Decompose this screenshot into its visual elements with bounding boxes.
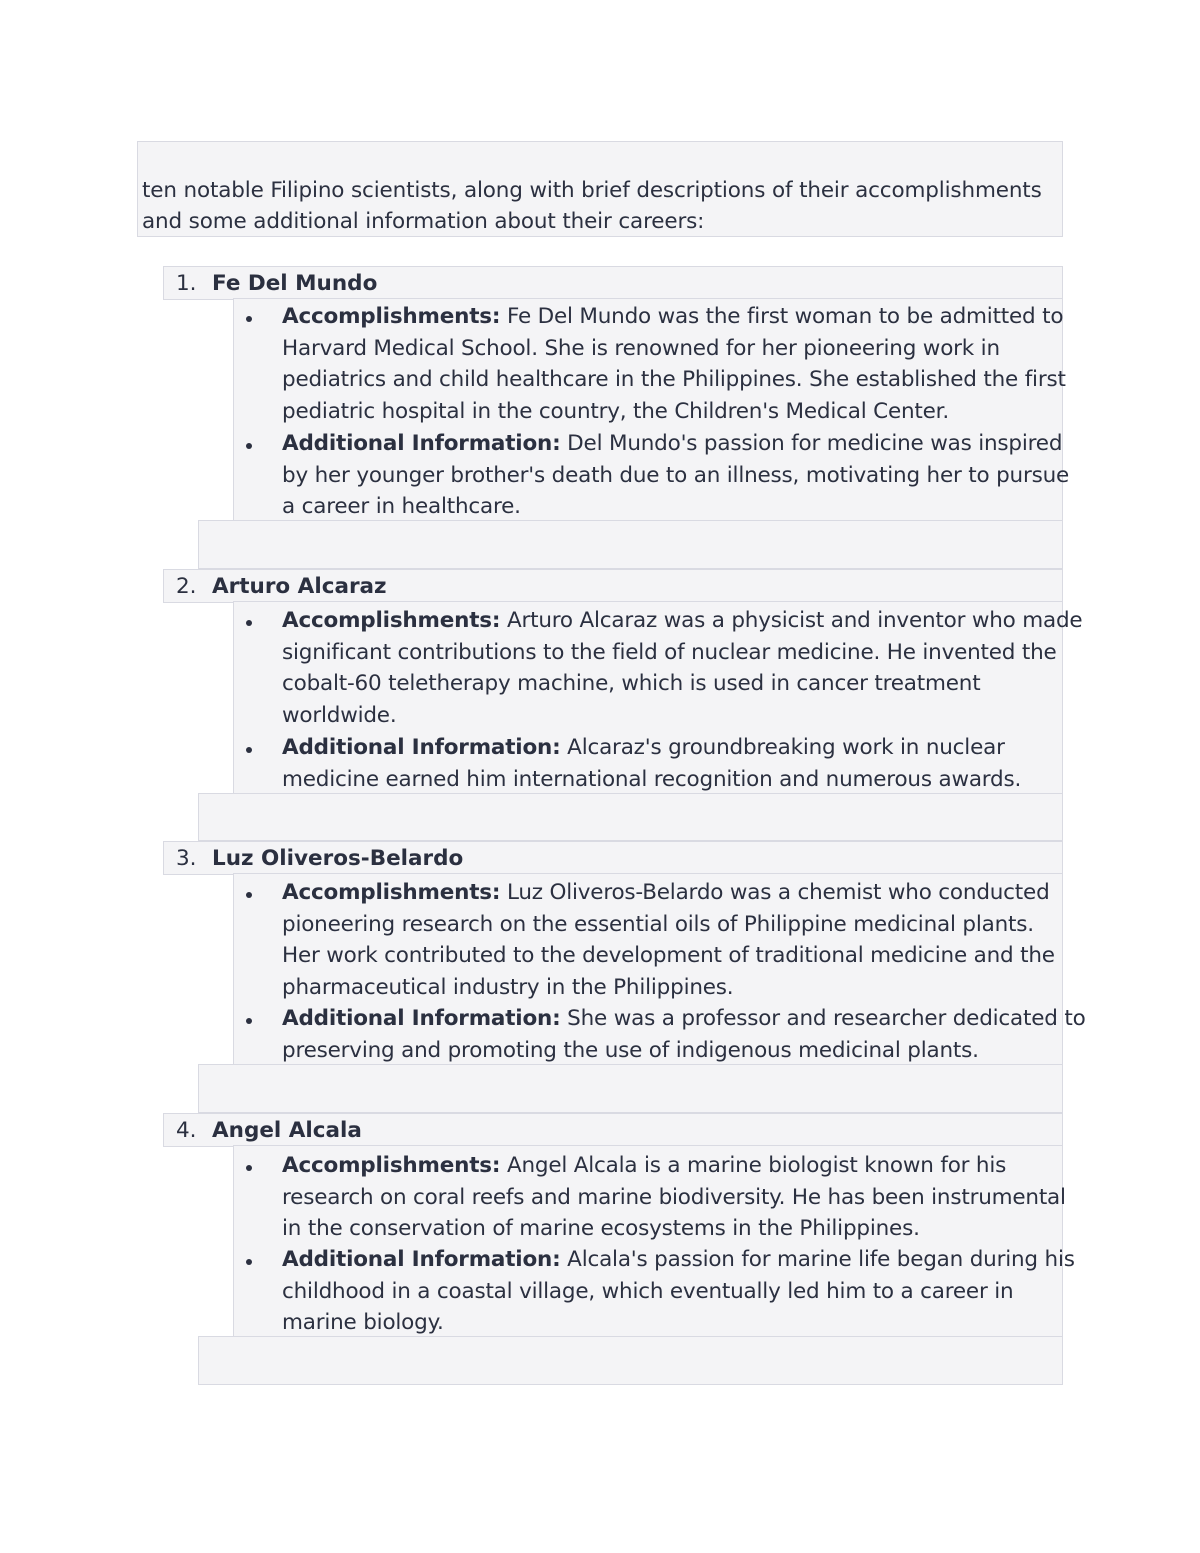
additional-info-text: a career in healthcare.	[282, 494, 521, 520]
additional-info-paragraph	[282, 1003, 1086, 1066]
additional-info-text: Alcala's passion for marine life began during his	[560, 1247, 1075, 1272]
accomplishments-paragraph	[282, 1150, 1072, 1245]
entry-name: Angel Alcala	[212, 1118, 362, 1143]
accomplishments-text: Her work contributed to the development of traditional medicine and the	[282, 943, 1055, 969]
intro-line-1: ten notable Filipino scientists, along with brief descriptions of their accomplishments	[142, 178, 1042, 203]
entry-name: Arturo Alcaraz	[212, 574, 387, 599]
bullet-icon	[246, 1018, 252, 1024]
entry-number: 3.	[176, 846, 197, 871]
accomplishments-text: significant contributions to the field of nuclear medicine. He invented the	[282, 639, 1057, 665]
accomplishments-text: Harvard Medical School. She is renowned for her pioneering work in	[282, 335, 1000, 361]
accomplishments-text: in the conservation of marine ecosystems in the Philippines.	[282, 1216, 920, 1242]
accomplishments-text: pioneering research on the essential oils of Philippine medicinal plants.	[282, 911, 1034, 937]
entry-spacer-box	[198, 1336, 1063, 1385]
accomplishments-text: research on coral reefs and marine biodiversity. He has been instrumental	[282, 1184, 1066, 1210]
bullet-icon	[246, 1165, 252, 1171]
accomplishments-text: pharmaceutical industry in the Philippines.	[282, 975, 734, 1001]
additional-info-label: Additional Information:	[282, 431, 561, 456]
accomplishments-paragraph	[282, 605, 1083, 732]
entry-name: Fe Del Mundo	[212, 271, 378, 296]
bullet-icon	[246, 892, 252, 898]
bullet-icon	[246, 443, 252, 449]
accomplishments-label: Accomplishments:	[282, 608, 501, 633]
additional-info-text: medicine earned him international recognition and numerous awards.	[282, 766, 1022, 792]
additional-info-text: marine biology.	[282, 1310, 444, 1336]
accomplishments-paragraph	[282, 301, 1072, 428]
entry-number: 4.	[176, 1118, 197, 1143]
additional-info-text: preserving and promoting the use of indigenous medicinal plants.	[282, 1037, 979, 1063]
bullet-icon	[246, 316, 252, 322]
additional-info-label: Additional Information:	[282, 1006, 561, 1031]
entry-spacer-box	[198, 793, 1063, 841]
additional-info-label: Additional Information:	[282, 735, 561, 760]
accomplishments-text: Angel Alcala is a marine biologist known for his	[500, 1153, 1007, 1178]
additional-info-text: She was a professor and researcher dedicated to	[560, 1006, 1086, 1031]
entry-spacer-box	[198, 520, 1063, 569]
additional-info-label: Additional Information:	[282, 1247, 561, 1272]
accomplishments-text: Fe Del Mundo was the first woman to be admitted to	[500, 304, 1064, 329]
accomplishments-text: Luz Oliveros-Belardo was a chemist who conducted	[500, 880, 1050, 905]
accomplishments-text: pediatric hospital in the country, the Children's Medical Center.	[282, 399, 949, 425]
intro-line-2: and some additional information about their careers:	[142, 209, 705, 234]
additional-info-text: Alcaraz's groundbreaking work in nuclear	[560, 735, 1005, 760]
accomplishments-label: Accomplishments:	[282, 1153, 501, 1178]
entry-number: 2.	[176, 574, 197, 599]
accomplishments-text: Arturo Alcaraz was a physicist and inventor who made	[500, 608, 1083, 633]
additional-info-paragraph	[282, 1244, 1075, 1339]
accomplishments-text: pediatrics and child healthcare in the Philippines. She established the first	[282, 367, 1066, 393]
entry-number: 1.	[176, 271, 197, 296]
bullet-icon	[246, 620, 252, 626]
additional-info-text: Del Mundo's passion for medicine was inspired	[560, 431, 1063, 456]
additional-info-text: by her younger brother's death due to an illness, motivating her to pursue	[282, 462, 1070, 488]
accomplishments-label: Accomplishments:	[282, 304, 501, 329]
entry-spacer-box	[198, 1064, 1063, 1113]
accomplishments-text: cobalt-60 teletherapy machine, which is used in cancer treatment	[282, 671, 981, 697]
bullet-icon	[246, 747, 252, 753]
additional-info-paragraph	[282, 732, 1072, 795]
entry-name: Luz Oliveros-Belardo	[212, 846, 464, 871]
accomplishments-paragraph	[282, 877, 1072, 1004]
accomplishments-label: Accomplishments:	[282, 880, 501, 905]
additional-info-paragraph	[282, 428, 1072, 523]
accomplishments-text: worldwide.	[282, 703, 397, 729]
bullet-icon	[246, 1259, 252, 1265]
additional-info-text: childhood in a coastal village, which eventually led him to a career in	[282, 1278, 1014, 1304]
